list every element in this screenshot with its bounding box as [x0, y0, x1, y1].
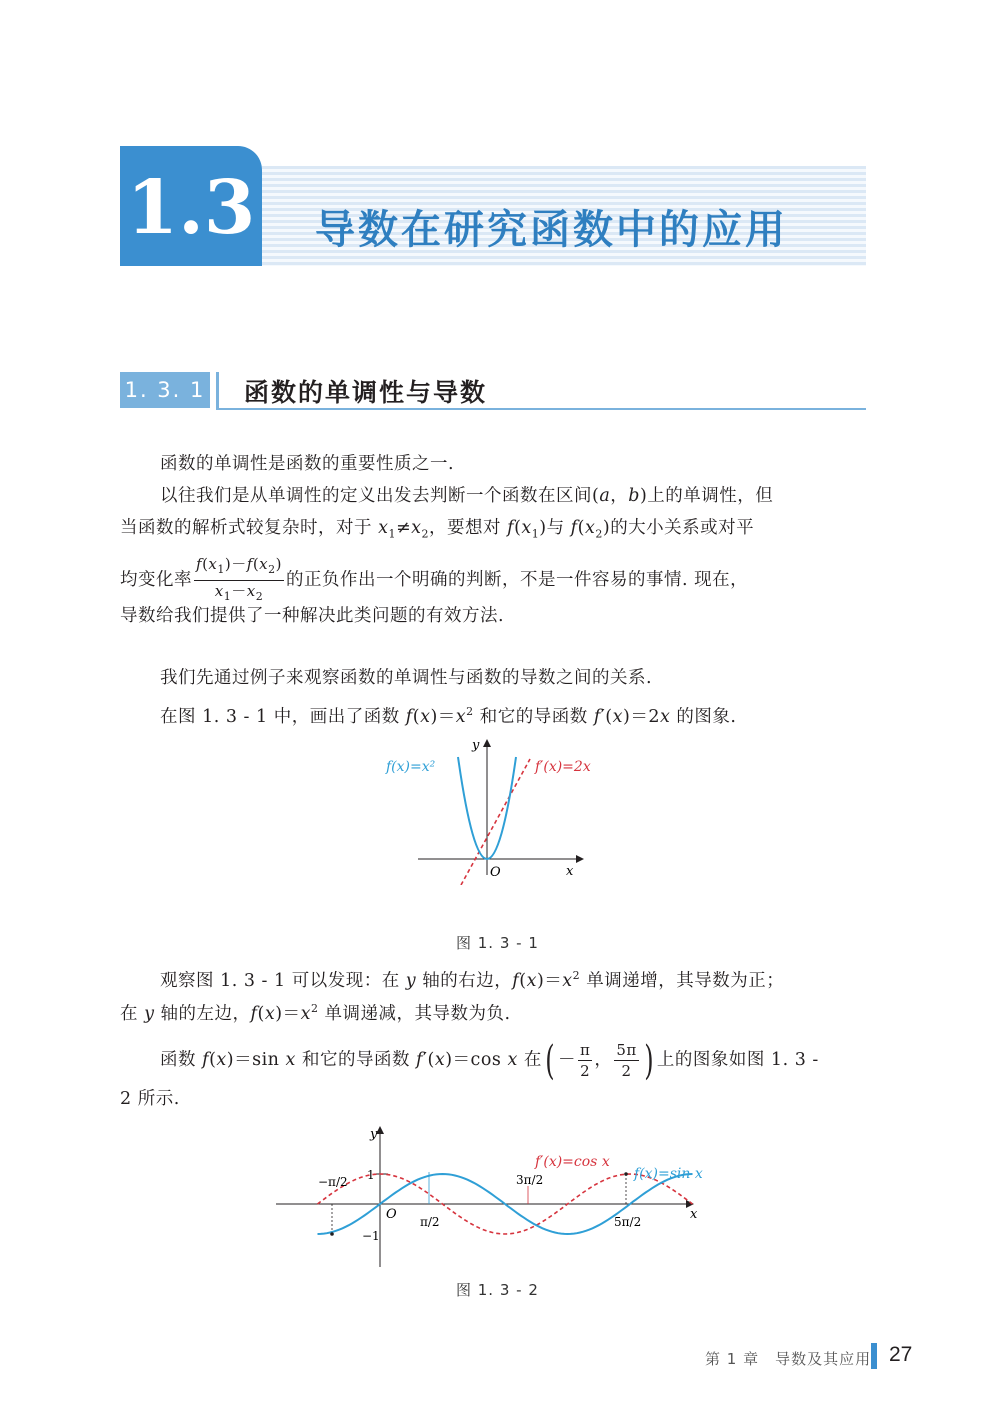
- paragraph-5-line-1: 观察图 1. 3 - 1 可以发现：在 y 轴的右边，$f(x)=x^2$ 单调递增，其导数为正；: [160, 969, 785, 991]
- label-cos: f′(x)=cos x: [535, 1154, 610, 1170]
- origin-label: O: [490, 865, 501, 880]
- tick-label-neg-pi-half: −π/2: [318, 1175, 348, 1189]
- axis-label-x: x: [566, 864, 574, 879]
- paragraph-1: 函数的单调性是函数的重要性质之一.: [160, 454, 455, 474]
- x-axis-arrow: [576, 855, 584, 863]
- subsection-divider: [216, 372, 219, 408]
- figure-1-caption: 图 1. 3 - 1: [456, 934, 539, 952]
- label-derivative-2x: f′(x)=2x: [535, 759, 591, 775]
- axis-label-y: y: [472, 738, 480, 753]
- tick-label-one: 1: [367, 1168, 375, 1182]
- tick-label-5pi-half: 5π/2: [614, 1215, 642, 1229]
- label-sin: f(x)=sin x: [634, 1166, 703, 1182]
- paragraph-2-line-1: 以往我们是从单调性的定义出发去判断一个函数在区间(a，b)上的单调性，但: [160, 486, 774, 506]
- figure-2-caption: 图 1. 3 - 2: [456, 1281, 539, 1299]
- section-number: 1.3: [126, 165, 256, 251]
- paragraph-2-line-2: 当函数的解析式较复杂时，对于 $x_1\ne x_2$，要想对 $f(x_1)$与 $f(x_2)$的大小关系或对平: [120, 518, 755, 541]
- tick-label-minus-one: −1: [362, 1229, 380, 1243]
- page-number: 27: [889, 1343, 913, 1366]
- endpoint-right: [624, 1172, 628, 1176]
- footer-divider: [871, 1343, 877, 1369]
- paragraph-3: 我们先通过例子来观察函数的单调性与函数的导数之间的关系.: [160, 668, 653, 688]
- paragraph-2-line-3: 均变化率 $\frac{f(x_1)-f(x_2)}{x_1-x_2}$ 的正负作出一个明确的判断，不是一件容易的事情. 现在，: [120, 554, 748, 607]
- paragraph-4: 在图 1. 3 - 1 中，画出了函数 $f(x)=x^2$ 和它的导函数 f′(x)＝2x 的图象.: [160, 705, 737, 727]
- y-axis-arrow: [483, 739, 491, 747]
- paragraph-2-line-4: 导数给我们提供了一种解决此类问题的有效方法.: [120, 606, 505, 626]
- subsection-underline: [216, 408, 866, 410]
- footer-chapter: 第 1 章 导数及其应用: [705, 1350, 872, 1368]
- section-title: 导数在研究函数中的应用: [315, 207, 788, 253]
- origin-label: O: [386, 1207, 397, 1222]
- paragraph-6-line-1: 函数 f(x)＝sin x 和它的导函数 f′(x)＝cos x 在( － $\frac{\pi}{2}$ ， $\frac{5\pi}{2}$ ) 上的图象如图 1. 3 -: [160, 1037, 819, 1084]
- paragraph-5-line-2: 在 y 轴的左边，$f(x)=x^2$ 单调递减，其导数为负.: [120, 1002, 511, 1024]
- paragraph-6-line-2: 2 所示.: [120, 1089, 180, 1109]
- axis-label-y: y: [370, 1127, 378, 1142]
- subsection-title: 函数的单调性与导数: [244, 378, 488, 407]
- endpoint-left: [330, 1232, 334, 1236]
- average-rate-fraction: $\frac{f(x_1)-f(x_2)}{x_1-x_2}$: [196, 555, 282, 603]
- figure-1-3-1: [380, 735, 600, 885]
- axis-label-x: x: [690, 1207, 698, 1222]
- subsection-number: 1. 3. 1: [124, 378, 206, 402]
- figure-1-3-2: [270, 1122, 710, 1272]
- label-f-x-squared: f(x)=x²: [386, 759, 436, 775]
- tick-label-pi-half: π/2: [420, 1215, 440, 1229]
- tick-label-3pi-half: 3π/2: [516, 1173, 544, 1187]
